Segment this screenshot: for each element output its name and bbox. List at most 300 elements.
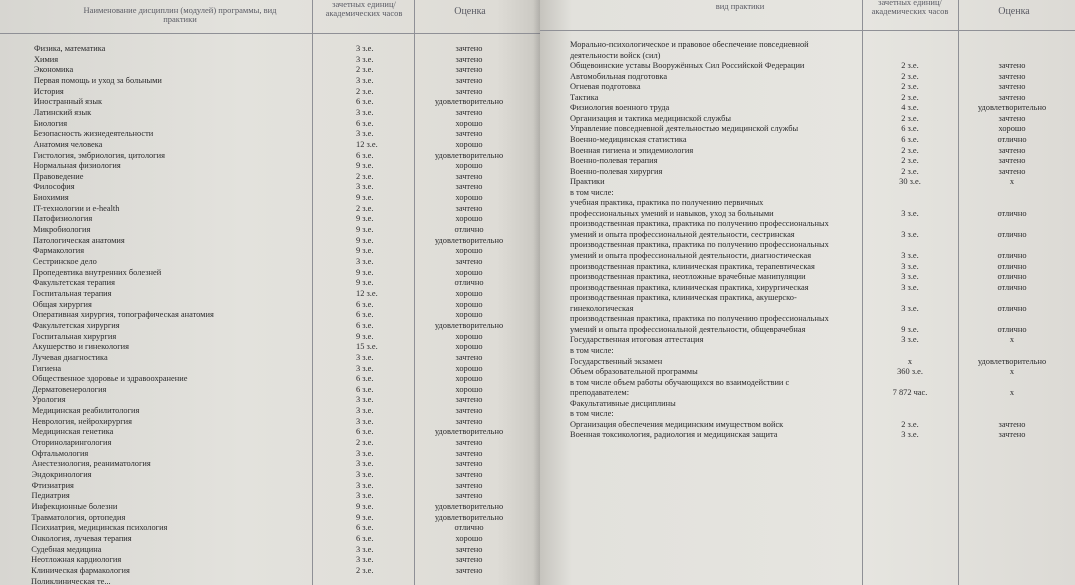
- discipline-name: Лучевая диагностика: [32, 352, 108, 362]
- discipline-name: Педиатрия: [31, 491, 70, 501]
- table-row: [540, 304, 1075, 314]
- discipline-name: Военная токсикология, радиология и медицинская защита: [570, 430, 778, 440]
- discipline-name: Первая помощь и уход за больными: [33, 75, 162, 85]
- discipline-name: производственная практика, клиническая практика, акушерско-: [570, 293, 797, 303]
- units-value: 3 з.е.: [356, 470, 374, 479]
- discipline-name: Эндокринология: [31, 470, 92, 479]
- discipline-name: Медицинская генетика: [31, 427, 114, 437]
- units-value: 3 з.е.: [356, 480, 374, 490]
- table-row: [0, 55, 540, 65]
- units-value: 9 з.е.: [356, 225, 374, 235]
- table-row: [540, 51, 1075, 61]
- units-value: 3 з.е.: [356, 182, 374, 192]
- units-value: 15 з.е.: [356, 342, 378, 352]
- grade-value: зачтено: [455, 171, 483, 181]
- grade-value: зачтено: [455, 352, 483, 362]
- table-row: [0, 97, 540, 107]
- discipline-name: Физиология военного труда: [570, 103, 670, 113]
- table-row: [0, 76, 540, 86]
- discipline-name: Сестринское дело: [32, 257, 97, 266]
- discipline-name: Общевоинские уставы Вооружённых Сил Российской Федерации: [570, 61, 805, 71]
- discipline-name: Дерматовенерология: [32, 384, 107, 394]
- table-row: [0, 406, 540, 416]
- header-name-col: Наименование дисциплин (модулей) программы, вид практики: [83, 5, 277, 24]
- discipline-name: Акушерство и гинекология: [32, 342, 129, 352]
- units-value: 6 з.е.: [356, 310, 374, 320]
- table-row: [540, 367, 1075, 377]
- grade-value: отлично: [997, 272, 1027, 282]
- units-value: 6 з.е.: [356, 523, 374, 533]
- table-row: [540, 314, 1075, 324]
- units-value: 2 з.е.: [901, 166, 919, 176]
- units-value: 2 з.е.: [901, 71, 919, 81]
- grade-value: зачтено: [455, 257, 483, 266]
- discipline-name: производственная практика, клиническая практика, хирургическая: [570, 282, 809, 292]
- table-row: [0, 300, 540, 310]
- grade-value: зачтено: [455, 491, 483, 501]
- table-row: [0, 172, 540, 182]
- discipline-name: производственная практика, практика по получению профессиональных: [570, 240, 829, 250]
- grade-value: хорошо: [455, 342, 483, 352]
- header-grade-col: Оценка: [454, 6, 486, 17]
- units-value: 9 з.е.: [356, 267, 374, 277]
- table-row: [0, 577, 540, 585]
- table-row: [540, 72, 1075, 82]
- grade-value: зачтено: [455, 86, 483, 96]
- discipline-name: производственная практика, клиническая практика, терапевтическая: [570, 261, 815, 271]
- discipline-name: Военно-полевая терапия: [570, 156, 658, 166]
- table-row: [540, 283, 1075, 293]
- grade-value: удовлетворительно: [434, 501, 504, 511]
- grade-value: хорошо: [455, 246, 483, 256]
- discipline-name: Гигиена: [32, 363, 62, 373]
- units-value: 3 з.е.: [901, 335, 919, 345]
- table-row: [0, 140, 540, 150]
- discipline-name: Инфекционные болезни: [31, 501, 118, 511]
- discipline-name: Факультативные дисциплины: [570, 398, 676, 408]
- discipline-name: Медицинская реабилитология: [32, 406, 140, 416]
- units-value: 3 з.е.: [356, 544, 374, 554]
- units-value: 3 з.е.: [356, 257, 374, 266]
- discipline-name: Неотложная кардиология: [31, 555, 122, 565]
- table-row: [0, 513, 540, 523]
- discipline-name: Физика, математика: [34, 44, 106, 53]
- discipline-name: Травматология, ортопедия: [31, 512, 126, 522]
- discipline-name: Организация обеспечения медицинским имуществом войск: [570, 419, 784, 429]
- header-name-col: вид практики: [715, 1, 765, 11]
- units-value: 2 з.е.: [901, 145, 919, 155]
- units-value: 9 з.е.: [356, 331, 374, 341]
- grade-value: отлично: [997, 208, 1027, 218]
- grade-value: зачтено: [455, 203, 483, 213]
- grade-value: зачтено: [455, 480, 483, 490]
- table-row: [0, 427, 540, 437]
- units-value: 2 з.е.: [901, 113, 919, 123]
- discipline-name: преподавателем:: [570, 388, 630, 398]
- discipline-name: Урология: [32, 395, 66, 405]
- table-row: [540, 262, 1075, 272]
- grade-value: х: [1009, 335, 1015, 345]
- discipline-name: Фтизиатрия: [31, 480, 74, 490]
- grade-value: удовлетворительно: [434, 97, 504, 107]
- grade-value: удовлетворительно: [434, 320, 504, 330]
- discipline-name: Госпитальная хирургия: [32, 331, 117, 341]
- units-value: 3 з.е.: [356, 459, 374, 469]
- units-value: х: [907, 356, 913, 366]
- table-row: [540, 156, 1075, 166]
- table-row: [0, 459, 540, 469]
- discipline-name: Общественное здоровье и здравоохранение: [32, 374, 188, 384]
- units-value: 3 з.е.: [356, 54, 374, 64]
- units-value: 30 з.е.: [899, 177, 921, 187]
- grade-value: хорошо: [455, 374, 483, 384]
- table-row: [540, 240, 1075, 250]
- units-value: 3 з.е.: [901, 229, 919, 239]
- grade-value: зачтено: [998, 419, 1026, 429]
- discipline-name: Государственная итоговая аттестация: [570, 335, 704, 345]
- grade-value: отлично: [997, 229, 1027, 239]
- discipline-name: Организация и тактика медицинской службы: [570, 113, 731, 123]
- table-row: [540, 167, 1075, 177]
- table-row: [0, 438, 540, 448]
- grade-value: зачтено: [455, 395, 483, 405]
- units-value: 3 з.е.: [356, 352, 374, 362]
- discipline-name: умений и опыта профессиональной деятельности, сестринская: [570, 229, 795, 239]
- grade-value: зачтено: [455, 107, 483, 117]
- table-row: [0, 151, 540, 161]
- table-row: [540, 114, 1075, 124]
- units-value: 2 з.е.: [901, 82, 919, 92]
- discipline-name: в том числе:: [570, 187, 614, 197]
- units-value: 6 з.е.: [356, 384, 374, 394]
- units-value: 12 з.е.: [356, 139, 378, 149]
- grade-value: зачтено: [998, 156, 1026, 166]
- discipline-name: Правоведение: [33, 171, 84, 181]
- grade-value: отлично: [997, 303, 1027, 313]
- units-value: 3 з.е.: [901, 261, 919, 271]
- table-row: [0, 449, 540, 459]
- discipline-name: Экономика: [33, 65, 74, 75]
- table-row: [0, 257, 540, 267]
- discipline-name: учебная практика, практика по получению первичных: [570, 198, 764, 208]
- units-value: 3 з.е.: [356, 395, 374, 405]
- discipline-name: Биология: [33, 118, 68, 128]
- grade-value: х: [1009, 388, 1015, 398]
- units-value: 9 з.е.: [356, 193, 374, 203]
- units-value: 2 з.е.: [356, 438, 374, 448]
- units-value: 2 з.е.: [901, 92, 919, 102]
- grade-value: удовлетворительно: [977, 356, 1047, 366]
- units-value: 9 з.е.: [356, 501, 374, 511]
- grade-value: х: [1009, 177, 1015, 187]
- table-row: [0, 246, 540, 256]
- grade-value: хорошо: [455, 533, 483, 543]
- header-units-col: зачетных единиц/ академических часов: [325, 0, 403, 18]
- table-row: [0, 108, 540, 118]
- discipline-name: Огневая подготовка: [570, 82, 641, 92]
- discipline-name: История: [33, 86, 64, 96]
- grade-value: отлично: [997, 134, 1027, 144]
- table-row: [540, 388, 1075, 398]
- grade-value: зачтено: [998, 430, 1026, 440]
- units-value: 6 з.е.: [356, 118, 374, 128]
- header-grade-col: Оценка: [998, 6, 1030, 17]
- units-value: 6 з.е.: [356, 427, 374, 437]
- discipline-name: Государственный экзамен: [570, 356, 663, 366]
- discipline-name: Фармакология: [32, 246, 85, 256]
- discipline-name: деятельности войск (сил): [570, 50, 661, 60]
- grade-value: зачтено: [455, 54, 483, 64]
- discipline-name: Военная гигиена и эпидемиология: [570, 145, 694, 155]
- units-value: 6 з.е.: [901, 124, 919, 134]
- units-value: 9 з.е.: [356, 161, 374, 171]
- grade-value: зачтено: [998, 71, 1026, 81]
- table-row: [0, 236, 540, 246]
- grade-value: отлично: [997, 261, 1027, 271]
- discipline-name: Морально-психологическое и правовое обеспечение повседневной: [570, 40, 809, 49]
- units-value: 6 з.е.: [356, 97, 374, 107]
- units-value: 3 з.е.: [356, 555, 374, 565]
- discipline-name: Патологическая анатомия: [32, 235, 125, 245]
- discipline-name: Философия: [33, 182, 75, 192]
- discipline-name: Офтальмология: [31, 448, 89, 458]
- grade-value: зачтено: [455, 416, 483, 426]
- table-row: [0, 555, 540, 565]
- table-row: [540, 272, 1075, 282]
- table-row: [0, 321, 540, 331]
- discipline-name: Химия: [33, 54, 59, 64]
- table-row: [0, 385, 540, 395]
- grade-value: хорошо: [998, 124, 1026, 134]
- table-row: [0, 268, 540, 278]
- grade-value: зачтено: [455, 459, 483, 469]
- discipline-name: производственная практика, практика по получению профессиональных: [570, 219, 829, 229]
- table-row: [0, 470, 540, 480]
- discipline-name: Управление повседневной деятельностью медицинской службы: [570, 124, 799, 134]
- units-value: 9 з.е.: [356, 512, 374, 522]
- discipline-name: Неврология, нейрохирургия: [31, 416, 132, 426]
- table-row: [0, 523, 540, 533]
- header-units-col: зачетных единиц/ академических часов: [871, 0, 949, 16]
- discipline-name: Военно-медицинская статистика: [570, 134, 687, 144]
- units-value: 6 з.е.: [356, 533, 374, 543]
- discipline-name: Факультетская терапия: [32, 278, 115, 288]
- grade-value: хорошо: [455, 310, 483, 320]
- discipline-name: Анестезиология, реаниматология: [31, 459, 151, 469]
- discipline-name: Анатомия человека: [33, 139, 103, 149]
- units-value: 6 з.е.: [356, 299, 374, 309]
- table-row: [540, 230, 1075, 240]
- units-value: 6 з.е.: [356, 320, 374, 330]
- table-row: [0, 65, 540, 75]
- table-row: [540, 409, 1075, 419]
- grade-value: отлично: [997, 282, 1027, 292]
- grade-value: удовлетворительно: [434, 427, 504, 437]
- table-row: [540, 399, 1075, 409]
- grade-value: удовлетворительно: [434, 150, 504, 160]
- table-row: [0, 44, 540, 54]
- units-value: 3 з.е.: [356, 406, 374, 416]
- units-value: 2 з.е.: [356, 565, 374, 575]
- table-row: [540, 420, 1075, 430]
- table-row: [0, 129, 540, 139]
- table-row: [0, 278, 540, 288]
- units-value: 2 з.е.: [901, 61, 919, 71]
- grade-value: зачтено: [455, 555, 483, 565]
- discipline-name: Автомобильная подготовка: [570, 71, 668, 81]
- discipline-name: Латинский язык: [33, 107, 92, 117]
- table-row: [540, 40, 1075, 50]
- units-value: 3 з.е.: [901, 272, 919, 282]
- table-row: [540, 188, 1075, 198]
- table-row: [540, 325, 1075, 335]
- units-value: 3 з.е.: [356, 416, 374, 426]
- table-row: [540, 135, 1075, 145]
- discipline-name: Практики: [570, 177, 605, 187]
- units-value: 3 з.е.: [901, 282, 919, 292]
- discipline-name: Онкология, лучевая терапия: [31, 533, 132, 543]
- table-row: [0, 353, 540, 363]
- grade-value: хорошо: [455, 288, 483, 298]
- table-row: [0, 119, 540, 129]
- table-row: [0, 534, 540, 544]
- grade-value: зачтено: [455, 65, 483, 75]
- grade-value: хорошо: [455, 331, 483, 341]
- discipline-name: Пропедевтика внутренних болезней: [32, 267, 162, 277]
- discipline-name: Объем образовательной программы: [570, 367, 698, 377]
- table-row: [0, 417, 540, 427]
- discipline-name: Военно-полевая хирургия: [570, 166, 663, 176]
- table-row: [0, 545, 540, 555]
- units-value: 3 з.е.: [901, 430, 919, 440]
- table-row: [540, 293, 1075, 303]
- grade-value: хорошо: [455, 363, 483, 373]
- discipline-name: в том числе объем работы обучающихся во взаимодействии с: [570, 377, 790, 387]
- units-value: 3 з.е.: [901, 303, 919, 313]
- table-row: [0, 87, 540, 97]
- grade-value: хорошо: [455, 384, 483, 394]
- discipline-name: в том числе:: [570, 409, 614, 419]
- grade-value: зачтено: [455, 544, 483, 554]
- grade-value: зачтено: [455, 129, 483, 139]
- units-value: 3 з.е.: [356, 107, 374, 117]
- table-row: [0, 491, 540, 501]
- table-row: [0, 310, 540, 320]
- grade-value: отлично: [997, 324, 1027, 334]
- table-row: [540, 103, 1075, 113]
- grade-value: хорошо: [455, 299, 483, 309]
- grade-value: отлично: [454, 278, 484, 288]
- units-value: 12 з.е.: [356, 288, 378, 298]
- grade-value: зачтено: [455, 438, 483, 448]
- units-value: 2 з.е.: [356, 203, 374, 213]
- grade-value: зачтено: [455, 448, 483, 458]
- grade-value: удовлетворительно: [977, 103, 1047, 113]
- discipline-name: Иностранный язык: [33, 97, 103, 107]
- grade-value: зачтено: [455, 75, 483, 85]
- discipline-name: Поликлиническая те...: [31, 576, 111, 585]
- discipline-name: в том числе:: [570, 345, 614, 355]
- units-value: 6 з.е.: [901, 134, 919, 144]
- grade-value: хорошо: [455, 118, 483, 128]
- table-row: [0, 364, 540, 374]
- discipline-name: Микробиология: [33, 225, 91, 235]
- grade-value: зачтено: [998, 113, 1026, 123]
- discipline-name: умений и опыта профессиональной деятельности, общеврачебная: [570, 324, 806, 334]
- grade-value: зачтено: [998, 92, 1026, 102]
- units-value: 9 з.е.: [356, 214, 374, 224]
- grade-value: хорошо: [455, 139, 483, 149]
- discipline-name: Гистология, эмбриология, цитология: [33, 150, 165, 160]
- units-value: 6 з.е.: [356, 374, 374, 384]
- discipline-name: Биохимия: [33, 193, 69, 203]
- grade-value: удовлетворительно: [434, 512, 504, 522]
- discipline-name: Общая хирургия: [32, 299, 92, 309]
- discipline-name: Патофизиология: [33, 214, 93, 224]
- grade-value: зачтено: [455, 470, 483, 479]
- units-value: 3 з.е.: [356, 129, 374, 139]
- units-value: 360 з.е.: [897, 367, 923, 377]
- table-row: [540, 177, 1075, 187]
- units-value: 4 з.е.: [901, 103, 919, 113]
- discipline-name: Безопасность жизнедеятельности: [33, 129, 154, 139]
- units-value: 9 з.е.: [356, 235, 374, 245]
- discipline-name: Нормальная физиология: [33, 161, 121, 171]
- units-value: 3 з.е.: [356, 75, 374, 85]
- grade-value: зачтено: [998, 82, 1026, 92]
- discipline-name: IT-технологии и e-health: [33, 203, 120, 213]
- table-row: [0, 161, 540, 171]
- table-row: [540, 251, 1075, 261]
- table-row: [0, 289, 540, 299]
- table-row: [0, 342, 540, 352]
- grade-value: отлично: [997, 251, 1027, 260]
- grade-value: зачтено: [998, 166, 1026, 176]
- table-row: [540, 146, 1075, 156]
- grade-value: зачтено: [455, 182, 483, 192]
- table-row: [0, 182, 540, 192]
- discipline-name: производственная практика, неотложные врачебные манипуляции: [570, 272, 806, 282]
- table-row: [0, 374, 540, 384]
- header-divider: [540, 30, 1075, 31]
- units-value: 6 з.е.: [356, 150, 374, 160]
- discipline-name: Клиническая фармакология: [31, 565, 130, 575]
- table-row: [0, 502, 540, 512]
- table-row: [0, 481, 540, 491]
- units-value: 2 з.е.: [356, 65, 374, 75]
- discipline-name: профессиональных умений и навыков, уход за больными: [570, 208, 774, 218]
- discipline-name: Судебная медицина: [31, 544, 102, 554]
- grade-value: отлично: [454, 225, 484, 235]
- grade-value: хорошо: [455, 267, 483, 277]
- units-value: 9 з.е.: [356, 246, 374, 256]
- grade-value: х: [1009, 367, 1015, 377]
- table-row: [540, 124, 1075, 134]
- table-row: [540, 61, 1075, 71]
- units-value: 3 з.е.: [901, 208, 919, 218]
- discipline-name: гинекологическая: [570, 303, 634, 313]
- units-value: 3 з.е.: [901, 251, 919, 260]
- table-row: [540, 346, 1075, 356]
- right-page: [540, 0, 1075, 585]
- table-row: [540, 378, 1075, 388]
- grade-value: хорошо: [455, 214, 483, 224]
- grade-value: хорошо: [455, 193, 483, 203]
- grade-value: хорошо: [455, 161, 483, 171]
- grade-value: зачтено: [998, 145, 1026, 155]
- table-row: [540, 209, 1075, 219]
- discipline-name: Факультетская хирургия: [32, 320, 120, 330]
